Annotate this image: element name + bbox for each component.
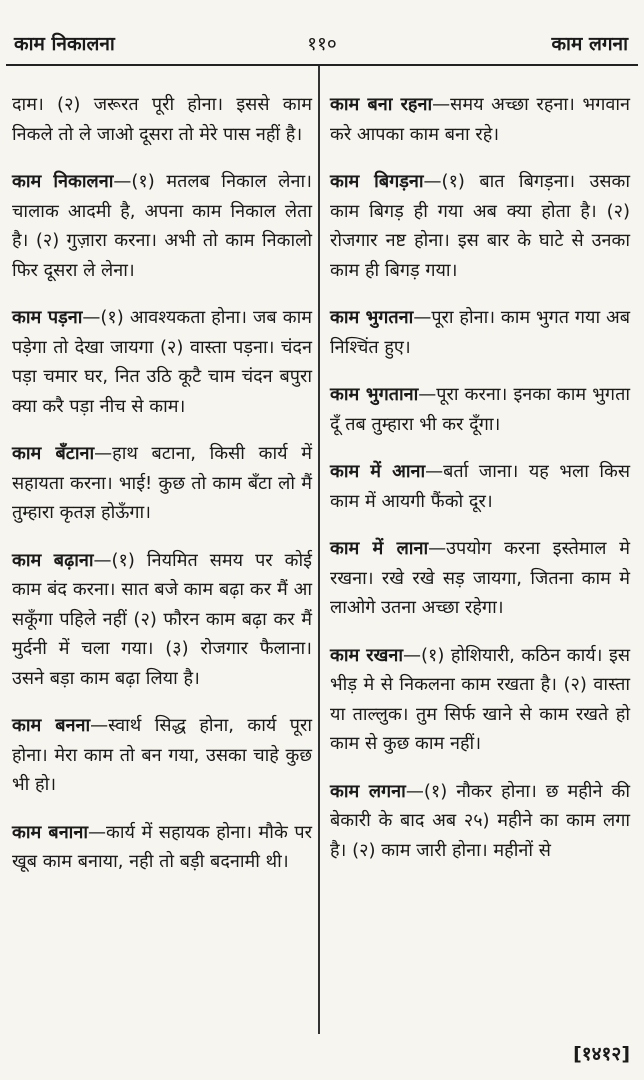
footer-page-number: [१४१२]: [573, 1043, 630, 1065]
dictionary-entry: [330, 641, 630, 759]
page-number: ११०: [307, 33, 337, 55]
dictionary-entry: [12, 167, 312, 285]
entry-text: दाम। (२) जरूरत पूरी होना। इससे काम निकले तो ले जाओ दूसरा तो मेरे पास नहीं है।: [12, 94, 312, 145]
column-divider: [318, 66, 320, 1034]
entry-headword: काम बँटाना: [12, 443, 95, 464]
dictionary-entry: [330, 167, 630, 285]
dictionary-entry: [330, 777, 630, 866]
entry-text: —बर्ता जाना। यह भला किस काम में आयगी फैंको दूर।: [330, 461, 630, 512]
entry-text: —(१) होशियारी, कठिन कार्य। इस भीड़ मे से निकलना काम रखता है। (२) वास्ता या ताल्लुक। तुम सिर्फ खाने से काम रखते हो काम से कुछ काम नहीं।: [330, 644, 630, 754]
entry-text: —उपयोग करना इस्तेमाल मे रखना। रखे रखे सड़ जायगा, जितना काम मे लाओगे उतना अच्छा रहेगा।: [330, 538, 630, 618]
entry-text: —हाथ बटाना, किसी कार्य में सहायता करना। भाई! कुछ तो काम बँटा लो मैं तुम्हारा कृतज्ञ होऊँगा।: [12, 443, 313, 523]
entry-text: —स्वार्थ सिद्ध होना, कार्य पूरा होना। मेरा काम तो बन गया, उसका चाहे कुछ भी हो।: [12, 715, 312, 795]
entry-headword: काम बिगड़ना: [330, 171, 424, 192]
dictionary-entry: [12, 711, 312, 800]
entry-headword: काम रखना: [330, 644, 404, 666]
entry-headword: काम बना रहना: [330, 94, 433, 115]
entry-headword: काम में आना: [330, 461, 426, 482]
dictionary-entry: [330, 534, 630, 623]
entry-text: —(१) बात बिगड़ना। उसका काम बिगड़ ही गया अब क्या होता है। (२) रोजगार नष्ट होना। इस बार के घाटे से उनका काम ही बिगड़ गया।: [330, 171, 631, 281]
dictionary-entry: [12, 818, 312, 877]
dictionary-entry: [12, 303, 312, 421]
entry-text: —समय अच्छा रहना। भगवान करे आपका काम बना रहे।: [330, 94, 630, 145]
entry-text: —(१) नौकर होना। छ महीने की बेकारी के बाद अब २५) महीने का काम लगा है। (२) काम जारी होना। महीनों से: [330, 780, 631, 861]
entry-headword: काम बनाना: [12, 821, 88, 843]
page-header: [0, 0, 644, 60]
dictionary-entry: [12, 439, 312, 528]
entry-headword: काम बनना: [12, 715, 91, 736]
entry-text: —(१) नियमित समय पर कोई काम बंद करना। सात बजे काम बढ़ा कर मैं आ सकूँगा पहिले नहीं (२) फौरन काम बढ़ा कर मैं मुर्दनी में चला गया। (३) रोजगार फैलाना। उसने बड़ा काम बढ़ा लिया है।: [12, 549, 312, 689]
left-column: [12, 72, 312, 882]
entry-text: —(१) आवश्यकता होना। जब काम पड़ेगा तो देखा जायगा (२) वास्ता पड़ना। चंदन पड़ा चमार घर, नित उठि कूटै चाम चंदन बपुरा क्या करै पड़ा नीच से काम।: [12, 307, 313, 417]
entry-headword: काम में लाना: [330, 538, 429, 559]
header-right-guideword: काम लगना: [551, 33, 628, 55]
dictionary-entry: [12, 546, 312, 694]
dictionary-entry: [330, 457, 630, 516]
entry-headword: काम पड़ना: [12, 307, 83, 328]
dictionary-entry: [330, 380, 630, 439]
entry-text: —पूरा होना। काम भुगत गया अब निश्चिंत हुए।: [330, 307, 630, 358]
header-divider: [6, 64, 638, 66]
right-column: [330, 72, 630, 870]
header-left-guideword: काम निकालना: [14, 33, 115, 55]
dictionary-entry: [330, 90, 630, 149]
entry-headword: काम भुगतना: [330, 307, 414, 328]
dictionary-entry: [330, 303, 630, 362]
entry-headword: काम निकालना: [12, 171, 114, 192]
entry-text: —(१) मतलब निकाल लेना। चालाक आदमी है, अपना काम निकाल लेता है। (२) गुज़ारा करना। अभी तो काम निकालो फिर दूसरा ले लेना।: [12, 171, 312, 281]
entry-text: —कार्य में सहायक होना। मौके पर खूब काम बनाया, नही तो बड़ी बदनामी थी।: [12, 821, 312, 872]
dictionary-entry: [12, 90, 312, 149]
entry-headword: काम लगना: [330, 780, 406, 802]
entry-headword: काम बढ़ाना: [12, 549, 94, 571]
entry-headword: काम भुगताना: [330, 384, 419, 405]
entry-text: —पूरा करना। इनका काम भुगता दूँ तब तुम्हारा भी कर दूँगा।: [330, 384, 630, 435]
